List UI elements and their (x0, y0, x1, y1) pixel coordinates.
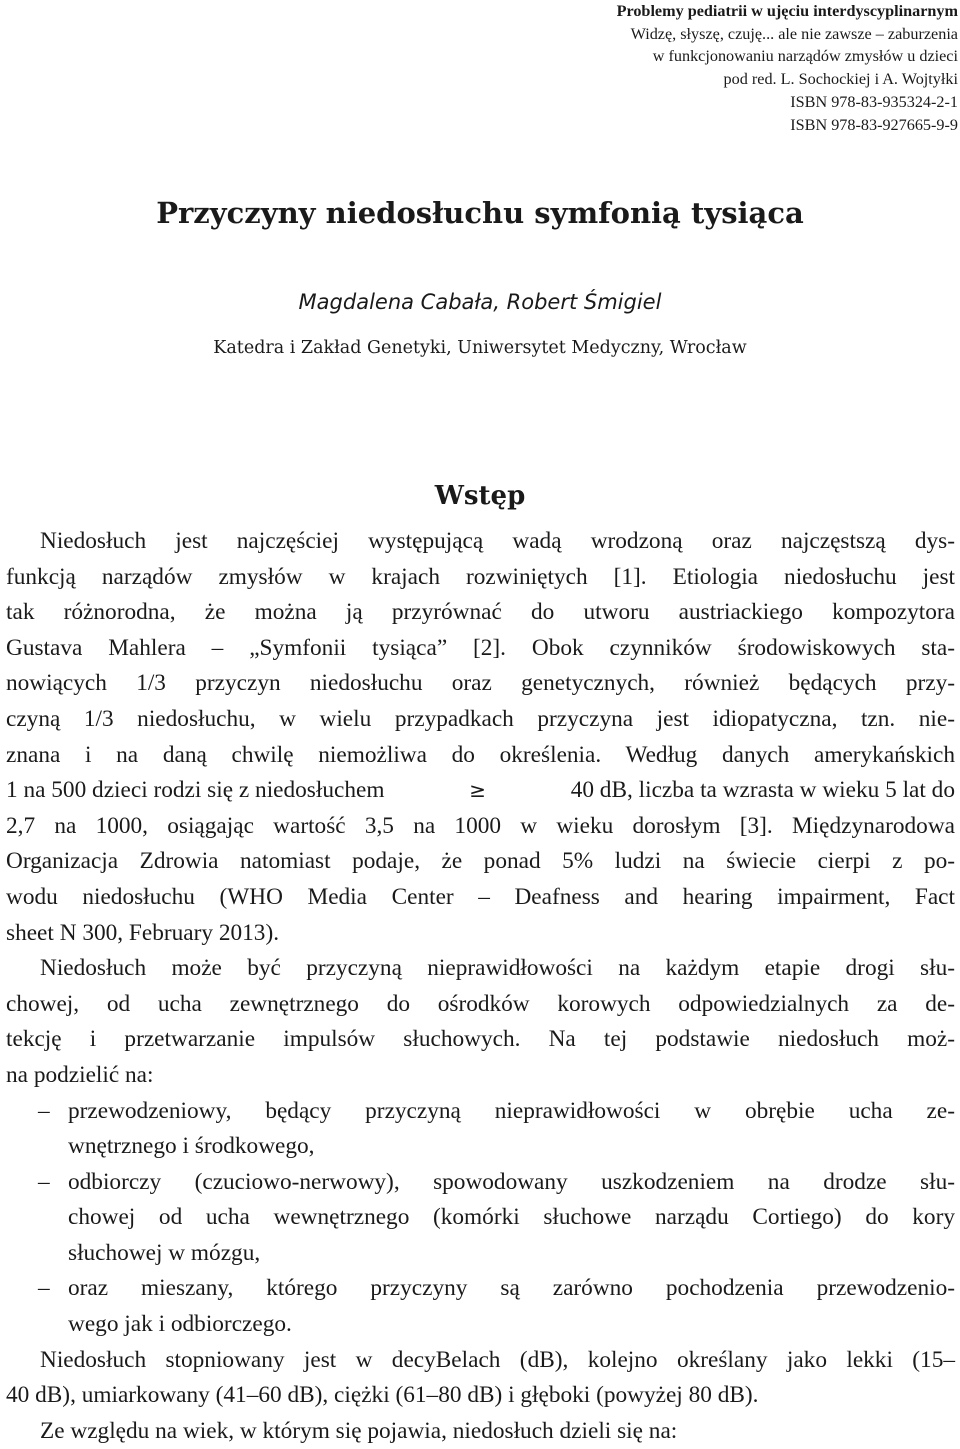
bullet-continuation: wnętrznego i środkowego, (68, 1133, 315, 1160)
bullet-continuation: wego jak i odbiorczego. (68, 1311, 292, 1338)
paragraph-line: tekcję i przetwarzanie impulsów słuchowych. Na tej podstawie niedosłuch moż- (6, 1026, 955, 1053)
paragraph-line: Niedosłuch jest najczęściej występującą wadą wrodzoną oraz najczęstszą dys- (40, 528, 955, 554)
paragraph-line: Organizacja Zdrowia natomiast podaje, że ponad 5% ludzi na świecie cierpi z po- (6, 848, 955, 875)
paragraph-line: sheet N 300, February 2013). (6, 919, 280, 946)
bullet-continuation: słuchowej w mózgu, (68, 1239, 261, 1266)
book-title-line-2: w funkcjonowaniu narządów zmysłów u dzieci (652, 47, 958, 66)
bullet-item (6, 1165, 955, 1201)
paragraph-line: znana i na daną chwilę niemożliwa do określenia. Według danych amerykańskich (6, 741, 955, 768)
paragraph-line: tak różnorodna, że można ją przyrównać do utworu austriackiego kompozytora (6, 599, 955, 626)
isbn-1: ISBN 978-83-935324-2-1 (790, 92, 958, 111)
paragraph-line: na podzielić na: (6, 1061, 154, 1088)
dash-bullet: – (38, 1097, 50, 1124)
series-title: Problemy pediatrii w ujęciu interdyscyplinarnym (616, 2, 958, 20)
bullet-item (6, 1271, 955, 1307)
paragraph-line: Ze względu na wiek, w którym się pojawia, niedosłuch dzieli się na: (40, 1417, 678, 1444)
dash-bullet: – (38, 1275, 50, 1302)
paragraph-line: funkcją narządów zmysłów w krajach rozwiniętych [1]. Etiologia niedosłuchu jest (6, 563, 955, 590)
bullet-line-text: chowej od ucha wewnętrznego (komórki słuchowe narządu Cortiego) do kory (68, 1204, 955, 1231)
affiliation: Katedra i Zakład Genetyki, Uniwersytet Medyczny, Wrocław (213, 338, 747, 358)
paper-title: Przyczyny niedosłuchu symfonią tysiąca (156, 196, 804, 230)
bullet-continuation (6, 1200, 955, 1236)
paragraph-line: czyną 1/3 niedosłuchu, w wielu przypadkach przyczyna jest idiopatyczna, tzn. nie- (6, 705, 955, 732)
editors: pod red. L. Sochockiej i A. Wojtyłki (723, 70, 958, 89)
paragraph-line: chowej, od ucha zewnętrznego do ośrodków korowych odpowiedzialnych za de- (6, 990, 955, 1017)
text-segment: 1 na 500 dzieci rodzi się z niedosłuchem (6, 777, 385, 804)
bullet-line-text: odbiorczy (czuciowo-nerwowy), spowodowany uszkodzeniem na drodze słu- (68, 1168, 955, 1195)
bullet-line-text: oraz mieszany, którego przyczyny są zarówno pochodzenia przewodzenio- (68, 1275, 955, 1302)
isbn-2: ISBN 978-83-927665-9-9 (790, 115, 958, 134)
paragraph-line-with-symbol (6, 773, 955, 809)
greater-equal-symbol: ≥ (469, 778, 486, 803)
paragraph-line: 2,7 na 1000, osiągając wartość 3,5 na 1000 w wieku dorosłym [3]. Międzynarodowa (6, 812, 955, 839)
dash-bullet: – (38, 1168, 50, 1195)
paragraph-line: Niedosłuch może być przyczyną nieprawidłowości na każdym etapie drogi słu- (40, 955, 955, 982)
authors: Magdalena Cabała, Robert Śmigiel (298, 290, 662, 314)
text-segment: 40 dB, liczba ta wzrasta w wieku 5 lat do (570, 777, 955, 804)
paragraph-line: nowiących 1/3 przyczyn niedosłuchu oraz genetycznych, również będących przy- (6, 670, 955, 697)
body-text (6, 524, 955, 1449)
book-title-line-1: Widzę, słyszę, czuję... ale nie zawsze – zaburzenia (630, 24, 958, 43)
paragraph-line: Gustava Mahlera – „Symfonii tysiąca” [2]. Obok czynników środowiskowych sta- (6, 634, 955, 661)
bullet-item (6, 1094, 955, 1130)
section-heading: Wstęp (434, 481, 526, 511)
paragraph-line: 40 dB), umiarkowany (41–60 dB), ciężki (61–80 dB) i głęboki (powyżej 80 dB). (6, 1382, 759, 1409)
paragraph-line: Niedosłuch stopniowany jest w decyBelach (dB), kolejno określany jako lekki (15– (40, 1346, 955, 1373)
bullet-line-text: przewodzeniowy, będący przyczyną nieprawidłowości w obrębie ucha ze- (68, 1097, 955, 1124)
paragraph-line: wodu niedosłuchu (WHO Media Center – Deafness and hearing impairment, Fact (6, 883, 955, 910)
book-header (18, 0, 960, 136)
